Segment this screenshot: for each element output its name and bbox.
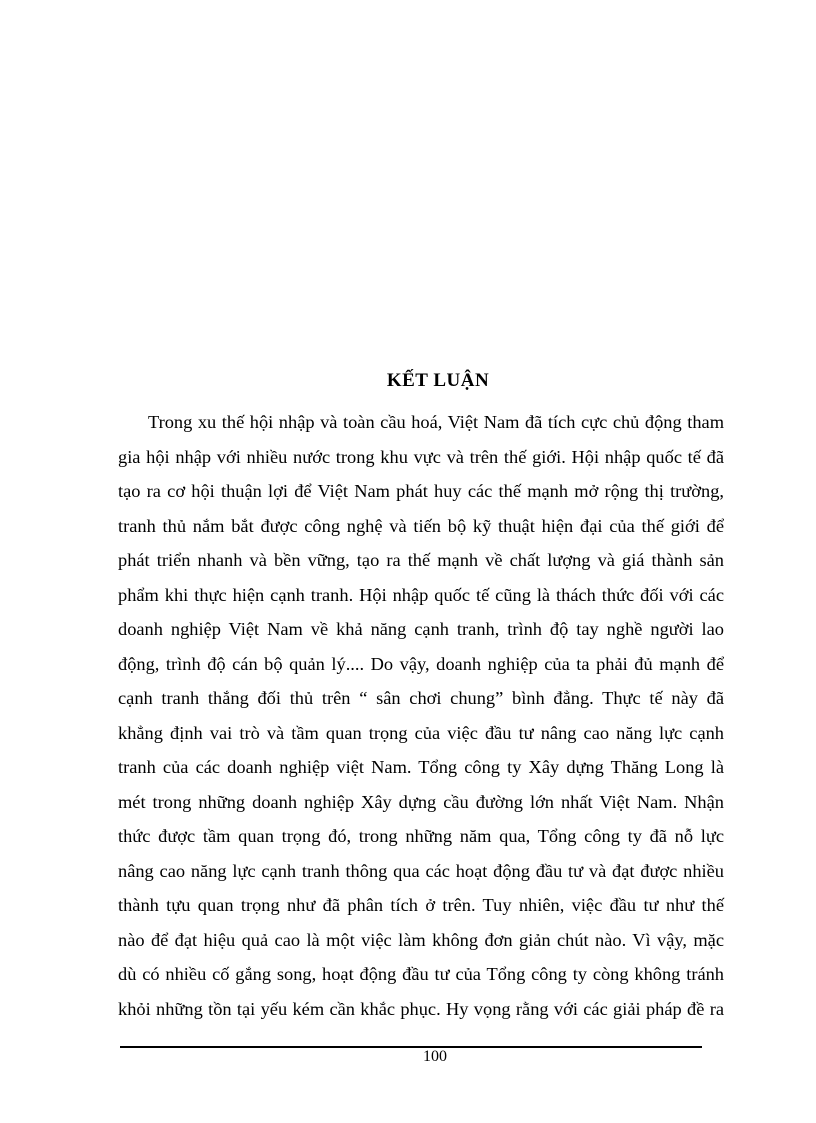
body-paragraph bbox=[118, 405, 724, 1026]
paragraph-line: doanh nghiệp Việt Nam về khả năng cạnh tranh, trình độ tay nghề người lao bbox=[118, 619, 724, 639]
paragraph-line: gia hội nhập với nhiều nước trong khu vực và trên thế giới. Hội nhập quốc tế đã bbox=[118, 446, 724, 467]
paragraph-line: động, trình độ cán bộ quản lý.... Do vậy, doanh nghiệp của ta phải đủ mạnh để bbox=[118, 653, 724, 674]
paragraph-line: mét trong những doanh nghiệp Xây dựng cầu đường lớn nhất Việt Nam. Nhận bbox=[118, 791, 724, 812]
paragraph-line: tranh thủ nắm bắt được công nghệ và tiến bộ kỹ thuật hiện đại của thế giới để bbox=[118, 515, 724, 536]
paragraph-line: tạo ra cơ hội thuận lợi để Việt Nam phát huy các thế mạnh mở rộng thị trường, bbox=[118, 481, 724, 501]
paragraph-line: thành tựu quan trọng như đã phân tích ở trên. Tuy nhiên, việc đầu tư như thế bbox=[118, 895, 724, 915]
paragraph-line: tranh của các doanh nghiệp việt Nam. Tổng công ty Xây dựng Thăng Long là bbox=[118, 757, 724, 777]
paragraph-line: dù có nhiều cố gắng song, hoạt động đầu tư của Tổng công ty còng không tránh bbox=[118, 964, 724, 984]
paragraph-line: cạnh tranh thắng đối thủ trên “ sân chơi chung” bình đẳng. Thực tế này đã bbox=[118, 688, 724, 708]
paragraph-line: nâng cao năng lực cạnh tranh thông qua các hoạt động đầu tư và đạt được nhiều bbox=[118, 860, 724, 881]
section-title: KẾT LUẬN bbox=[386, 370, 490, 391]
paragraph-line: nào để đạt hiệu quả cao là một việc làm không đơn giản chút nào. Vì vậy, mặc bbox=[118, 929, 724, 950]
page-number: 100 bbox=[423, 1048, 447, 1065]
paragraph-line: thức được tầm quan trọng đó, trong những năm qua, Tổng công ty đã nỗ lực bbox=[118, 826, 724, 846]
paragraph-line: phẩm khi thực hiện cạnh tranh. Hội nhập quốc tế cũng là thách thức đối với các bbox=[118, 584, 724, 605]
paragraph-line: Trong xu thế hội nhập và toàn cầu hoá, Việt Nam đã tích cực chủ động tham bbox=[148, 412, 724, 432]
paragraph-line: khỏi những tồn tại yếu kém cần khắc phục. Hy vọng rằng với các giải pháp đề ra bbox=[118, 998, 724, 1019]
paragraph-line: khẳng định vai trò và tầm quan trọng của việc đầu tư nâng cao năng lực cạnh bbox=[118, 722, 724, 743]
paragraph-line: phát triển nhanh và bền vững, tạo ra thế mạnh về chất lượng và giá thành sản bbox=[118, 550, 724, 570]
